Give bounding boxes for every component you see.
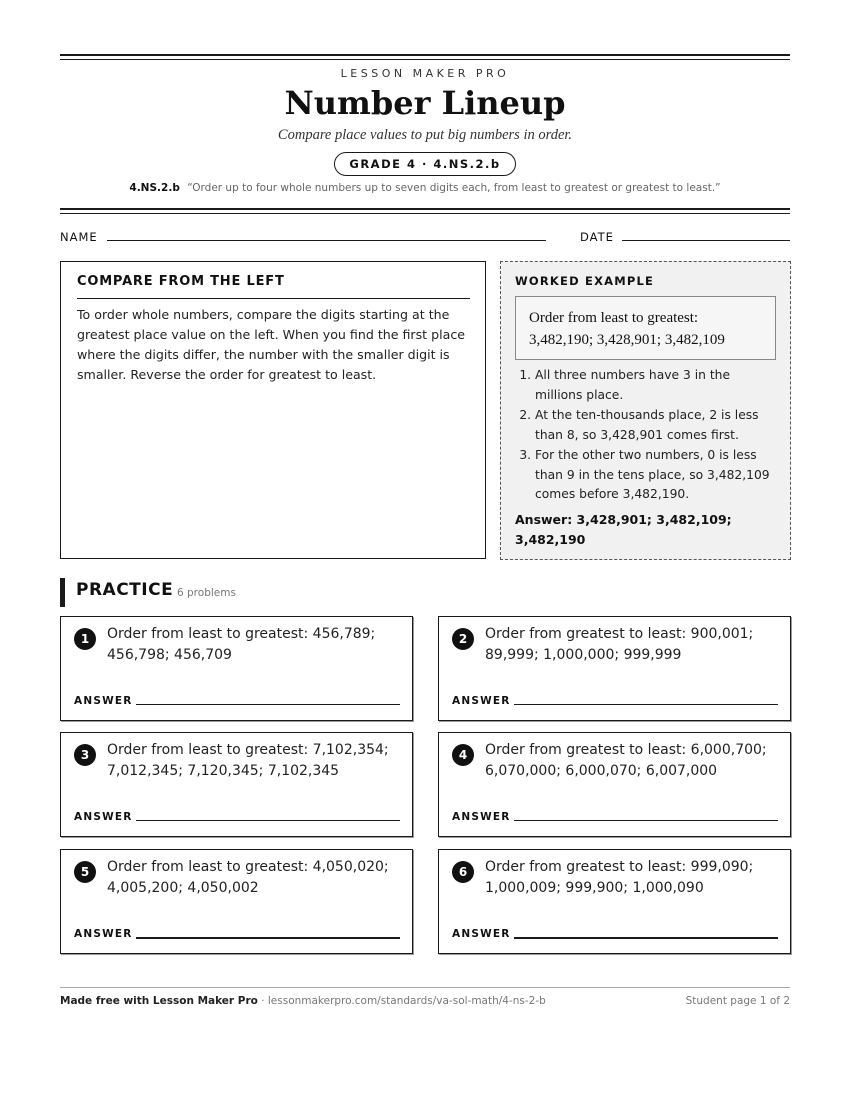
answer-field[interactable] [136,937,400,939]
problem-number-badge: 4 [452,744,474,766]
footer-made-with: Made free with Lesson Maker Pro [60,995,258,1007]
grade-badge-wrap [60,152,790,176]
problem-card [438,732,791,837]
grade-badge: GRADE 4 · 4.NS.2.b [334,152,515,176]
footer-divider [60,987,790,988]
worked-example-box [500,261,791,560]
answer-label: ANSWER [452,928,511,940]
date-label: DATE [580,230,614,244]
problem-text: Order from greatest to least: 999,090; 1,000,009; 999,900; 1,000,090 [485,859,754,896]
worked-example-problem-line1: Order from least to greatest: [529,310,699,326]
problem-text: Order from greatest to least: 6,000,700; 6,070,000; 6,000,070; 6,007,000 [485,742,767,779]
standard-description [60,182,790,194]
problem-text: Order from least to greatest: 456,789; 456,798; 456,709 [107,626,376,663]
answer-field[interactable] [136,704,400,705]
worked-example-answer: Answer: 3,428,901; 3,482,109; 3,482,190 [515,512,732,547]
brand-name: LESSON MAKER PRO [340,67,510,80]
name-label: NAME [60,230,98,244]
answer-field[interactable] [514,820,778,821]
top-double-rule [60,54,790,60]
worked-example-problem [515,296,776,360]
problem-text: Order from least to greatest: 4,050,020; 4,005,200; 4,050,002 [107,859,389,896]
practice-accent-bar [60,578,65,607]
problem-card [438,616,791,721]
concept-heading: COMPARE FROM THE LEFT [77,274,285,289]
answer-label: ANSWER [74,928,133,940]
name-field[interactable] [107,240,546,241]
problem-card [60,616,413,721]
worked-example-problem-line2: 3,482,190; 3,428,901; 3,482,109 [529,332,725,348]
problem-number-badge: 2 [452,628,474,650]
problem-number-badge: 3 [74,744,96,766]
worked-example-step: 2. At the ten-thousands place, 2 is less than 8, so 3,428,901 comes first. [535,406,777,445]
answer-field[interactable] [514,937,778,939]
problem-card [438,849,791,954]
answer-label: ANSWER [74,811,133,823]
standard-text: “Order up to four whole numbers up to seven digits each, from least to greatest or greatest to least.” [187,182,721,194]
concept-divider [77,298,470,299]
problem-number-badge: 5 [74,861,96,883]
answer-label: ANSWER [74,695,133,707]
date-field[interactable] [622,240,790,241]
worked-example-step: 1. All three numbers have 3 in the millions place. [535,366,777,405]
worksheet-page [60,0,790,1100]
worked-example-heading: WORKED EXAMPLE [515,274,655,288]
page-title: Number Lineup [284,84,566,122]
problem-number-badge: 1 [74,628,96,650]
footer-url[interactable]: · lessonmakerpro.com/standards/va-sol-math/4-ns-2-b [257,995,546,1007]
answer-label: ANSWER [452,695,511,707]
header-bottom-double-rule [60,208,790,214]
problem-number-badge: 6 [452,861,474,883]
footer-page-number: Student page 1 of 2 [685,995,790,1007]
practice-title: PRACTICE [76,580,174,600]
worked-example-steps [515,366,777,506]
answer-label: ANSWER [452,811,511,823]
problem-text: Order from greatest to least: 900,001; 89,999; 1,000,000; 999,999 [485,626,754,663]
answer-field[interactable] [514,704,778,705]
concept-body: To order whole numbers, compare the digits starting at the greatest place value on the left. When you find the first place where the digits differ, the number with the smaller digit is smaller. Reverse the order for greatest to least. [77,307,465,382]
page-subtitle: Compare place values to put big numbers in order. [277,127,573,143]
standard-code: 4.NS.2.b [129,182,180,194]
problem-text: Order from least to greatest: 7,102,354; 7,012,345; 7,120,345; 7,102,345 [107,742,389,779]
worked-example-step: 3. For the other two numbers, 0 is less than 9 in the tens place, so 3,482,109 comes before 3,482,190. [535,446,777,505]
answer-field[interactable] [136,820,400,821]
problem-card [60,732,413,837]
problem-card [60,849,413,954]
concept-box [60,261,486,559]
footer-credit [60,995,546,1007]
practice-count: 6 problems [177,587,236,599]
